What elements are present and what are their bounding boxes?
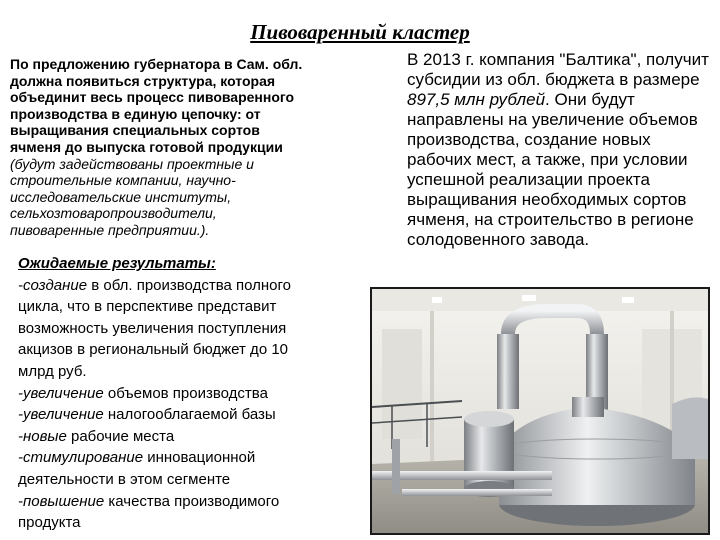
baltika-text-2: . Они будут направлены на увеличение объемов производства, создание новых рабочих мест, а также, при условии успешной реализации проекта выращивания необходимых сортов ячменя, на строительство в регионе солодовенного завода.	[407, 90, 698, 249]
intro-participants-text: (будут задействованы проектные и строительные компании, научно- исследовательские институты, сельхозтоваропроизводители, пивоваренные предприятии.).	[10, 155, 254, 238]
result-item-text: качества производимого продукта	[18, 492, 280, 532]
expected-results	[18, 253, 373, 534]
baltika-text-1: В 2013 г. компания "Балтика", получит субсидии из обл. бюджета в размере	[407, 50, 709, 89]
result-item-prefix: -новые	[18, 427, 67, 445]
result-item-text: налогооблагаемой базы	[103, 406, 276, 424]
result-item-prefix: -стимулирование	[18, 449, 144, 467]
intro-main-text: По предложению губернатора в Сам. обл. должна появиться структура, которая объединит весь процесс пивоваренного производства в единую цепочку: от выращивания специальных сортов ячменя до выпуска готовой продукции	[10, 56, 303, 155]
result-item-text: рабочие места	[66, 427, 175, 445]
result-item-prefix: -повышение	[18, 492, 105, 510]
page-title: Пивоваренный кластер	[250, 20, 470, 44]
result-item-text: объемов производства	[103, 384, 268, 402]
result-item-prefix: -создание	[18, 276, 88, 294]
result-item	[18, 426, 373, 448]
result-item-text: инновационной деятельности в этом сегменте	[18, 449, 256, 488]
results-heading: Ожидаемые результаты:	[18, 255, 216, 272]
result-item	[18, 383, 373, 405]
intro-paragraph	[10, 56, 405, 239]
result-item-prefix: -увеличение	[18, 384, 104, 402]
brewery-hall-image	[372, 289, 708, 533]
result-item-text: в обл. производства полного цикла, что в перспективе представит возможность увеличения поступления акцизов в региональный бюджет до 10 млрд руб.	[18, 276, 292, 380]
result-item-prefix: -увеличение	[18, 406, 104, 424]
result-item	[18, 275, 373, 383]
result-item	[18, 404, 373, 426]
subsidy-amount: 897,5 млн рублей	[407, 90, 546, 109]
brewery-photo	[370, 287, 710, 535]
result-item	[18, 447, 373, 490]
baltika-paragraph	[407, 50, 712, 250]
result-item	[18, 491, 373, 534]
